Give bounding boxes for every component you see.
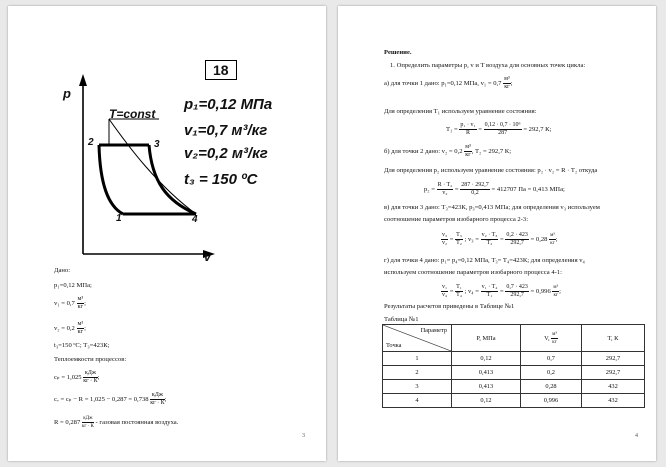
point-1-label: 1 xyxy=(116,213,122,224)
page-3 xyxy=(8,6,326,461)
solution-title: Решение. xyxy=(384,49,412,56)
given-v1: v₁=0,7 м³/кг xyxy=(184,122,268,139)
header-pressure: P, МПа xyxy=(452,325,521,352)
table-row xyxy=(383,366,645,380)
corner-param-label: Параметр xyxy=(420,327,447,334)
dano-v2: v₂ = 0,2 $\frac{\text{м³}}{кг}$ ; xyxy=(54,321,86,335)
point-2-label: 2 xyxy=(88,137,94,148)
dano-t3: t₃=150 ºС; T₃=423К; xyxy=(54,342,110,349)
header-volume: V, $\frac{\text{м³}}{кг}$ xyxy=(521,325,582,352)
page-4 xyxy=(338,6,656,461)
page-number: 4 xyxy=(635,433,638,439)
point-3-given-2: соотношение параметров изобарного процесса 2-3: xyxy=(384,216,529,223)
point-4-label: 4 xyxy=(192,214,198,225)
point-4-given-1: г) для точки 4 дано: p₁= p₄=0,12 МПа, T₃= T₄=423К; для определения v₄ xyxy=(384,257,585,264)
step-1: 1. Определить параметры p, v и T воздуха для основных точек цикла: xyxy=(390,62,586,69)
row-pressure: 0,413 xyxy=(452,366,521,380)
dano-v1: v₁ = 0,7 $\frac{\text{м³}}{кг}$ ; xyxy=(54,296,86,310)
table-row xyxy=(383,380,645,394)
axis-v-label: v xyxy=(204,250,211,264)
adiabat-1-2 xyxy=(99,145,123,214)
isotherm-label: T=const xyxy=(109,107,156,121)
cv-formula: cᵥ = cₚ − R = 1,025 − 0,287 = 0,738 $\frac{\text{кДж}}{кг \cdot К}$ ; xyxy=(54,392,167,406)
point-3-label: 3 xyxy=(154,139,160,150)
row-pressure: 0,12 xyxy=(452,394,521,408)
row-temperature: 432 xyxy=(582,380,645,394)
row-point: 4 xyxy=(383,394,452,408)
row-point: 1 xyxy=(383,352,452,366)
point-2-given: б) для точки 2 дано: v₂ = 0,2 $\frac{\text{м³}}{кг}$ , T₂ = 292,7 К; xyxy=(384,144,512,158)
p2-intro: Для определения p₂ используем уравнение состояния: p₂ · v₂ = R · T₂ откуда xyxy=(384,167,598,174)
results-sentence: Результаты расчетов приведены в Таблице №1 xyxy=(384,303,515,310)
r-formula: R = 0,287 $\frac{\text{кДж}}{кг \cdot К}$ - газовая постоянная воздуха. xyxy=(54,416,179,429)
v4-formula: $\frac{\text{v₁}}{\text{v₄}}$ = $\frac{\text{T₁}}{\text{T₄}}$ ; v₄ = $\frac{\text{v₁ · T₄}}{\text{T₁}}$ = $\frac{0,7 \cdot 423}{292,7}$ = 0,996 $\frac{\text{м³}}{кг}$ ; xyxy=(442,284,561,298)
row-temperature: 292,7 xyxy=(582,352,645,366)
table-row xyxy=(383,394,645,408)
table-header-row xyxy=(383,325,645,352)
problem-number: 18 xyxy=(205,60,237,80)
point-3-given-1: в) для точки 3 дано: T₃=423К, p₃=0,413 МПа; для определения v₃ используем xyxy=(384,204,600,211)
row-volume: 0,2 xyxy=(521,366,582,380)
dano-title: Дано: xyxy=(54,267,71,274)
table-corner-cell xyxy=(383,325,452,352)
row-volume: 0,996 xyxy=(521,394,582,408)
given-p1: p₁=0,12 МПа xyxy=(184,96,273,113)
row-temperature: 292,7 xyxy=(582,366,645,380)
t1-intro: Для определения T₁ используем уравнение состояния: xyxy=(384,108,537,115)
p-axis-arrow xyxy=(79,74,87,86)
t1-formula: T₁ = $\frac{\text{p₁ · v₁}}{R}$ = $\frac{\text{0,12 · 0,7 · 10⁶}}{287}$ = 292,7 К; xyxy=(446,122,552,136)
row-volume: 0,28 xyxy=(521,380,582,394)
page-number: 3 xyxy=(302,433,305,439)
given-t3: t₃ = 150 ºС xyxy=(184,171,258,188)
table-row xyxy=(383,352,645,366)
v3-formula: $\frac{\text{v₃}}{\text{v₂}}$ = $\frac{\text{T₃}}{\text{T₂}}$ ; v₃ = $\frac{\text{v₂ · T₃}}{\text{T₂}}$ = $\frac{0,2 \cdot 423}{292,7}$ = 0,28 $\frac{\text{м³}}{кг}$ ; xyxy=(442,232,558,246)
point-1-given: а) для точки 1 дано: p₁=0,12 МПа, v₁ = 0,7 $\frac{\text{м³}}{кг}$ ; xyxy=(384,76,513,90)
cp-formula: cₚ = 1,025 $\frac{\text{кДж}}{кг \cdot К}$ ; xyxy=(54,370,100,384)
row-pressure: 0,413 xyxy=(452,380,521,394)
row-pressure: 0,12 xyxy=(452,352,521,366)
dano-p1: p₁=0,12 МПа; xyxy=(54,282,92,289)
point-4-given-2: используем соотношение параметров изобарного процесса 4-1: xyxy=(384,269,562,276)
p2-formula: p₂ = $\frac{\text{R · T₂}}{\text{v₂}}$ = $\frac{287 \cdot 292,7}{0,2}$ = 412707 Па = 0,413 МПа; xyxy=(424,182,565,196)
corner-point-label: Точка xyxy=(386,342,402,349)
row-point: 2 xyxy=(383,366,452,380)
axis-p-label: p xyxy=(63,86,71,101)
header-temperature: T, К xyxy=(582,325,645,352)
row-volume: 0,7 xyxy=(521,352,582,366)
row-temperature: 432 xyxy=(582,394,645,408)
table-title: Таблица №1 xyxy=(384,316,419,323)
row-point: 3 xyxy=(383,380,452,394)
heat-capacity-title: Теплоемкости процессов: xyxy=(54,356,127,363)
given-v2: v₂=0,2 м³/кг xyxy=(184,145,268,162)
results-table xyxy=(382,324,645,408)
pv-diagram xyxy=(8,6,326,286)
